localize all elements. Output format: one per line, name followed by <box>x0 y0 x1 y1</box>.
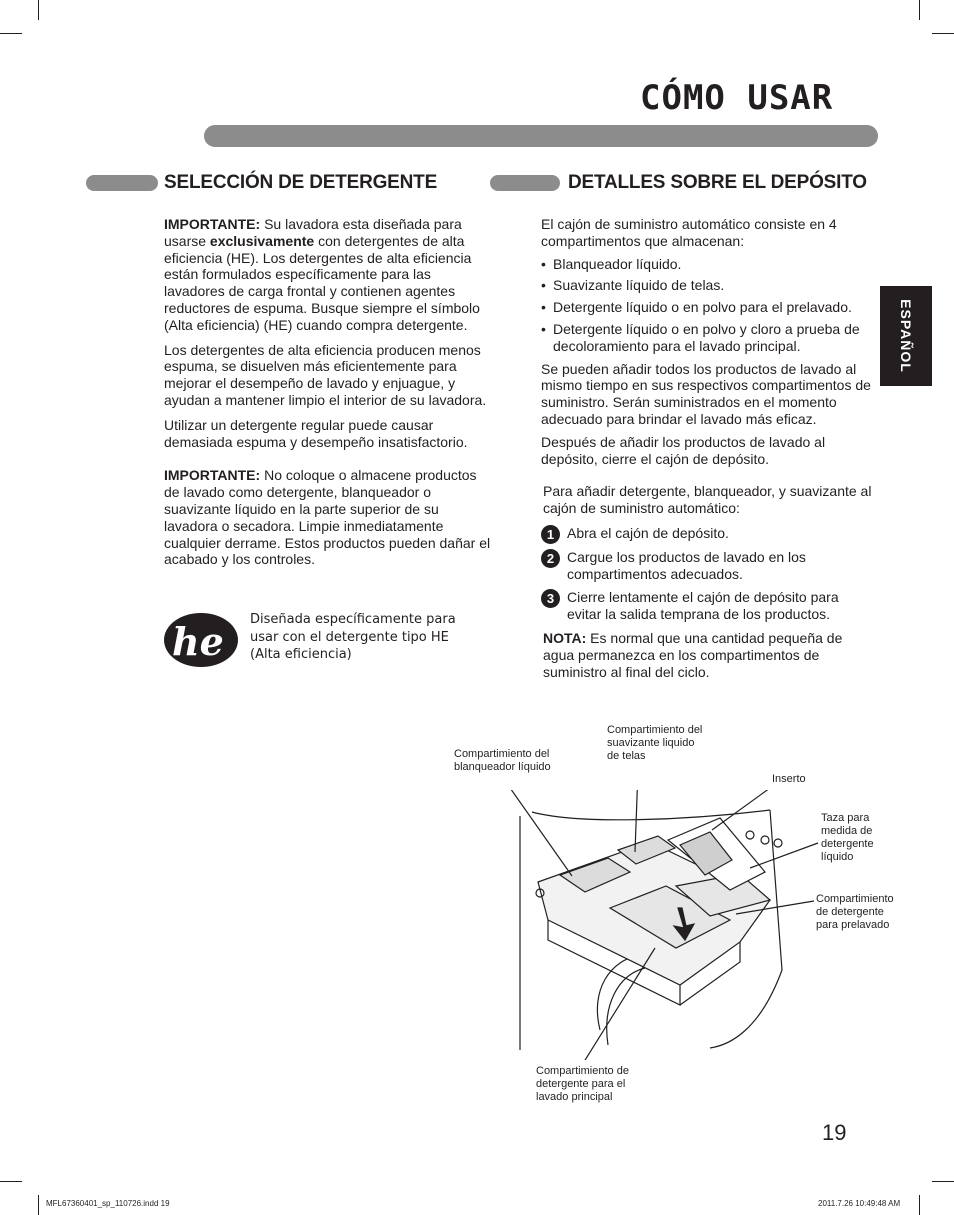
step-number: 2 <box>541 549 560 568</box>
page-number: 19 <box>822 1120 847 1145</box>
important-label: IMPORTANTE: <box>164 467 261 484</box>
he-logo-icon <box>163 611 243 669</box>
text: Es normal que una cantidad pequeña de agua permanezca en los compartimentos de suministro al final del ciclo. <box>543 629 843 680</box>
door-arc <box>607 968 645 1045</box>
detergent-section-text <box>164 216 492 576</box>
label-line: Compartimiento <box>816 893 894 905</box>
label-line: Compartimiento del <box>607 724 703 736</box>
paragraph <box>164 467 492 568</box>
label-cup <box>821 812 874 864</box>
text: Su lavadora esta diseñada para usarse <box>164 216 462 249</box>
step-number: 3 <box>541 589 560 608</box>
paragraph: Para añadir detergente, blanqueador, y suavizante al cajón de suministro automático: <box>543 483 872 517</box>
label-line: líquido <box>821 851 854 863</box>
important-label: IMPORTANTE: <box>164 216 261 232</box>
paragraph: Los detergentes de alta eficiencia producen menos espuma, se disuelven más eficientemente para mejorar el desempeño de lavado y enjuague, y ayudan a mantener limpio el interior de su lavadora. <box>164 341 487 408</box>
crop-mark <box>0 33 22 34</box>
he-logo-text: he <box>172 619 224 664</box>
step-number: 1 <box>541 525 560 544</box>
label-mainwash <box>536 1065 629 1104</box>
label-line: de telas <box>607 750 646 762</box>
text: No coloque o almacene productos de lavado como detergente, blanqueador o suavizante líquido en la parte superior de su lavadora o secadora. Limpie inmediatamente cualquier derrame. Estos productos pueden dañar el acabado y los controles. <box>164 467 491 568</box>
leader-line <box>582 948 655 1060</box>
step-3 <box>541 589 873 623</box>
note-label: NOTA: <box>543 629 587 646</box>
label-line: blanqueador líquido <box>454 761 551 773</box>
he-caption <box>250 611 456 664</box>
crop-mark <box>38 0 39 20</box>
he-caption-line: Diseñada específicamente para <box>250 612 456 627</box>
step-text: Cargue los productos de lavado en los compartimentos adecuados. <box>567 548 806 582</box>
step-2 <box>541 549 873 583</box>
door-arc <box>597 955 640 1030</box>
leader-line <box>712 790 770 830</box>
paragraph: El cajón de suministro automático consiste en 4 compartimentos que almacenan: <box>541 216 837 249</box>
footer-file: MFL67360401_sp_110726.indd 19 <box>46 1199 170 1208</box>
label-softener <box>607 724 702 763</box>
washer-top <box>532 810 770 820</box>
step-text: Cierre lentamente el cajón de depósito para evitar la salida temprana de los productos. <box>567 589 839 623</box>
crop-mark <box>38 1195 39 1215</box>
crop-mark <box>919 1195 920 1215</box>
label-line: Compartimiento del <box>454 748 550 760</box>
leader-line <box>750 843 818 868</box>
language-tab-label: ESPAÑOL <box>898 299 914 373</box>
list-item: • Suavizante líquido de telas. <box>541 277 873 294</box>
label-prewash <box>816 893 894 932</box>
language-tab[interactable] <box>880 286 932 386</box>
he-caption-line: (Alta eficiencia) <box>250 647 352 662</box>
label-line: medida de <box>821 825 873 837</box>
label-insert <box>772 773 806 786</box>
control-knob <box>746 831 754 839</box>
label-line: detergente para el <box>536 1078 626 1090</box>
label-line: de detergente <box>816 906 884 918</box>
section-pill-left <box>86 175 158 191</box>
page-title: CÓMO USAR <box>640 78 834 118</box>
list-item: • Detergente líquido o en polvo y cloro a prueba de decoloramiento para el lavado principal. <box>541 321 873 355</box>
label-line: lavado principal <box>536 1091 613 1103</box>
paragraph: Después de añadir los productos de lavado al depósito, cierre el cajón de depósito. <box>541 433 826 467</box>
crop-mark <box>919 0 920 20</box>
crop-mark <box>0 1181 22 1182</box>
section-heading-dispenser: DETALLES SOBRE EL DEPÓSITO <box>568 172 867 193</box>
paragraph <box>164 216 492 334</box>
control-knob <box>761 836 769 844</box>
label-bleach <box>454 748 551 774</box>
text: con detergentes de alta eficiencia (HE). Los detergentes de alta eficiencia están formulados específicamente para las lavadores de carga frontal y contienen agentes reductores de espuma. Busque siempre el símbolo (Alta eficiencia) (HE) cuando compra detergente. <box>164 232 480 333</box>
section-pill-right <box>490 175 560 191</box>
emphasis: exclusivamente <box>209 232 315 249</box>
note <box>541 630 873 680</box>
label-line: Compartimiento de <box>536 1065 629 1077</box>
crop-mark <box>932 1181 954 1182</box>
label-line: Inserto <box>772 773 806 785</box>
dispenser-diagram <box>440 790 820 1060</box>
footer-timestamp: 2011.7.26 10:49:48 AM <box>818 1199 901 1208</box>
header-bar <box>204 125 878 147</box>
he-logo <box>163 611 243 669</box>
label-line: suavizante liquido <box>607 737 695 749</box>
paragraph: Utilizar un detergente regular puede causar demasiada espuma y desempeño insatisfactorio. <box>164 416 468 450</box>
list-item: • Blanqueador líquido. <box>541 256 873 273</box>
crop-mark <box>932 33 954 34</box>
label-line: detergente <box>821 838 874 850</box>
list-item: • Detergente líquido o en polvo para el prelavado. <box>541 299 873 316</box>
paragraph: Se pueden añadir todos los productos de lavado al mismo tiempo en sus respectivos compartimentos de suministro. Serán suministrados en el momento adecuado para brindar el lavado más eficaz. <box>541 360 871 427</box>
step-text: Abra el cajón de depósito. <box>567 524 729 541</box>
he-caption-line: usar con el detergente tipo HE <box>250 629 449 645</box>
control-knob <box>774 839 782 847</box>
leader-line <box>508 790 572 876</box>
section-heading-detergent: SELECCIÓN DE DETERGENTE <box>164 172 438 193</box>
dispenser-section-text <box>541 216 873 688</box>
label-line: para prelavado <box>816 919 890 931</box>
step-1 <box>541 525 873 542</box>
label-line: Taza para <box>821 812 870 824</box>
